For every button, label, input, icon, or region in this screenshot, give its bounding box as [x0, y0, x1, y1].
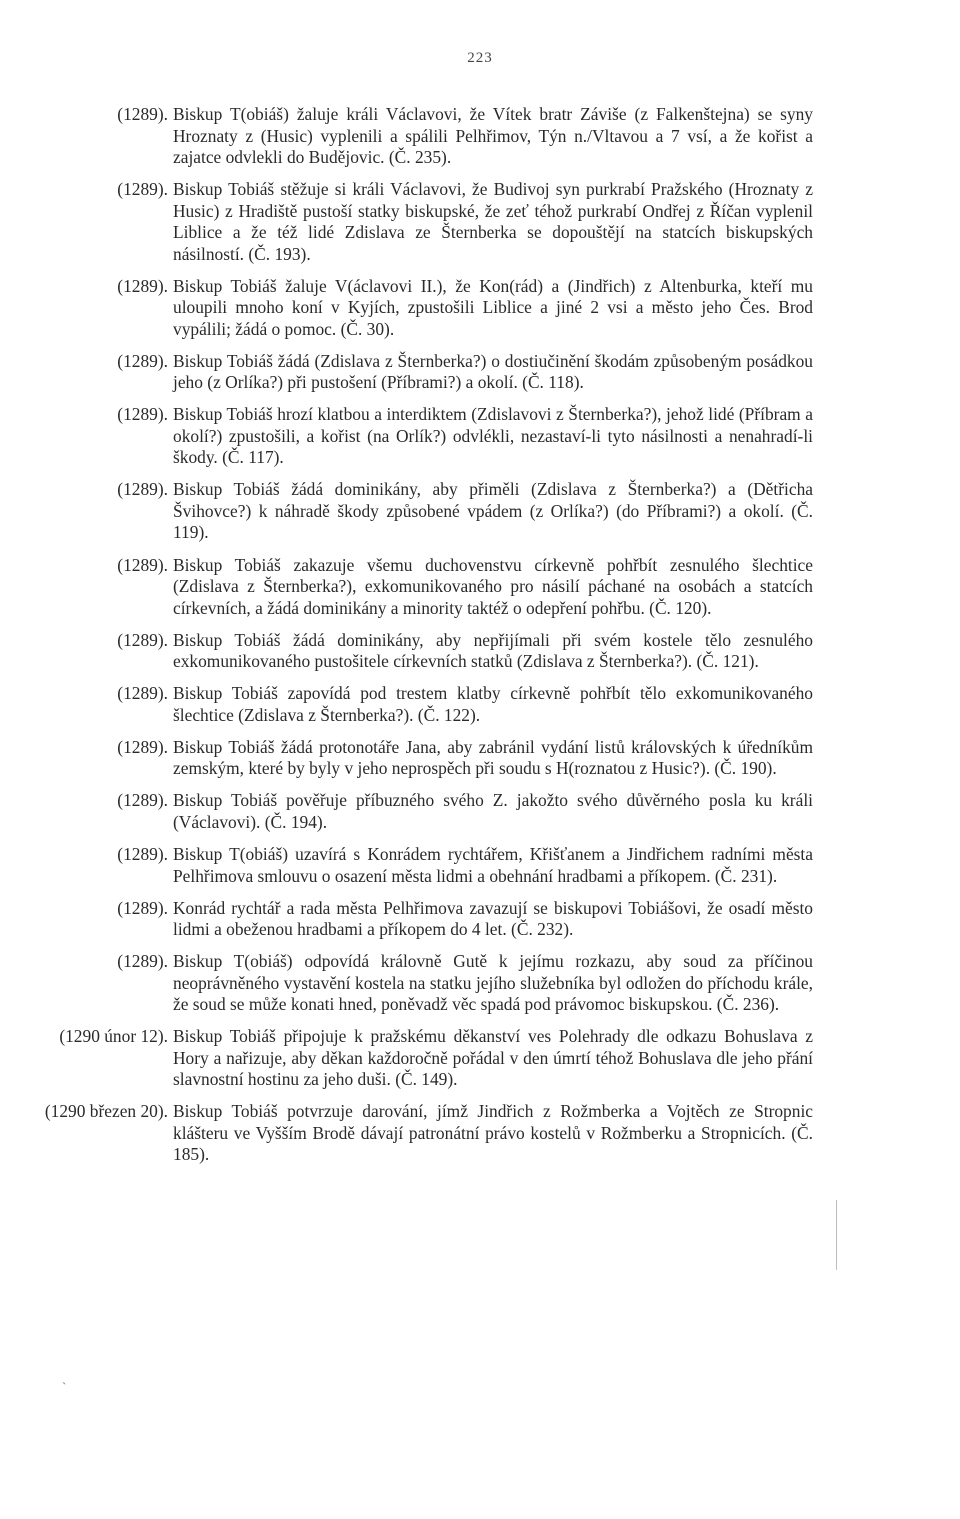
entry-date: (1289). — [117, 844, 168, 865]
entry-date: (1289). — [117, 683, 168, 704]
entry-date: (1289). — [117, 350, 168, 371]
list-item — [0, 683, 960, 726]
entry-date: (1289). — [117, 479, 168, 500]
entry-text: Biskup Tobiáš žaluje V(áclavovi II.), že Kon(rád) a (Jindřich) z Altenburka, kteří mu uloupili mnoho koní v Kyjích, zpustošili Liblice a jiné 2 vsi a město jeho Čes. Brod vypálili; žádá o pomoc. (Č. 30). — [173, 275, 813, 339]
entry-date: (1290 únor 12). — [59, 1026, 168, 1047]
entry-date: (1290 březen 20). — [44, 1101, 168, 1122]
entry-text: Konrád rychtář a rada města Pelhřimova zavazují se biskupovi Tobiášovi, že osadí město lidmi a obeženou hradbami a příkopem do 4 let. (Č. 232). — [173, 897, 813, 940]
entry-date: (1289). — [117, 275, 168, 296]
entry-text: Biskup T(obiáš) uzavírá s Konrádem rychtářem, Křišťanem a Jindřichem radními města Pelhřimova smlouvu o osazení města lidmi a obehnání hradbami a příkopem. (Č. 231). — [173, 844, 813, 886]
list-item — [0, 630, 960, 673]
entry-date: (1289). — [117, 404, 168, 425]
list-item — [0, 737, 960, 780]
list-item — [0, 104, 960, 169]
list-item — [0, 1101, 960, 1166]
entry-date: (1289). — [117, 790, 168, 811]
entry-text: Biskup Tobiáš žádá dominikány, aby přiměli (Zdislava z Šternberka?) a (Dětřicha Švihovce?) k náhradě škody způsobené vpádem (z Orlíka?) (do Příbrami?) a okolí. (Č. 119). — [173, 479, 813, 543]
entry-text: Biskup Tobiáš zakazuje všemu duchovenstvu církevně pohřbít zesnulého šlechtice (Zdislava z Šternberka?), exkomunikovaného pro násilí páchané na osobách a statcích církevních, a žádá dominikány a minority taktéž o odepření pohřbu. (Č. 120). — [173, 554, 813, 618]
list-item — [0, 404, 960, 469]
margin-pencil-line — [836, 1200, 837, 1270]
list-item — [0, 179, 960, 265]
entry-date: (1289). — [117, 897, 168, 918]
margin-mark: ˎ — [62, 1370, 67, 1385]
entry-text: Biskup Tobiáš žádá dominikány, aby nepřijímali při svém kostele tělo zesnulého exkomunikovaného pustošitele církevních statků (Zdislava z Šternberka?). (Č. 121). — [173, 629, 813, 672]
entry-date: (1289). — [117, 736, 168, 757]
entry-text: Biskup Tobiáš stěžuje si králi Václavovi, že Budivoj syn purkrabí Pražského (Hroznaty z Husic) z Hradiště pustoší statky biskupské, že zeť téhož purkrabí Ondřej z Říčan vyplenil Liblice a že též lidé Zdislava ze Šternberka se dopouštějí na statcích biskupských násilností. (Č. 193). — [173, 179, 813, 264]
list-item — [0, 898, 960, 941]
list-item — [0, 276, 960, 341]
entry-text: Biskup Tobiáš připojuje k pražskému děkanství ves Polehrady dle odkazu Bohuslava z Hory a nařizuje, aby děkan každoročně pořádal v den úmrtí téhož Bohuslava dle jeho přání slavnostní hostinu za jeho duši. (Č. 149). — [173, 1026, 813, 1090]
list-item — [0, 790, 960, 833]
entry-text: Biskup T(obiáš) žaluje králi Václavovi, že Vítek bratr Záviše (z Falkenštejna) se syny Hroznaty z (Husic) vyplenili a spálili Pelhřimov, Týn n./Vltavou a 7 vsí, a že kořist a zajatce odvlekli do Budějovic. (Č. 235). — [173, 104, 813, 167]
list-item — [0, 351, 960, 394]
regesta-list — [0, 104, 960, 1177]
entry-text: Biskup T(obiáš) odpovídá královně Gutě k jejímu rozkazu, aby soud za příčinou neoprávněného vystavění kostela na statku jejího služebníka byl odložen do příchodu krále, že soud se může konati hned, poněvadž věc spadá pod právomoc biskupskou. (Č. 236). — [173, 951, 813, 1015]
entry-text: Biskup Tobiáš žádá protonotáře Jana, aby zabránil vydání listů královských k úředníkům zemským, které by byly v jeho neprospěch při soudu s H(roznatou z Husic?). (Č. 190). — [173, 736, 813, 779]
entry-text: Biskup Tobiáš potvrzuje darování, jímž Jindřich z Rožmberka a Vojtěch ze Stropnic klášteru ve Vyšším Brodě dávají patronátní právo kostelů v Rožmberku a Stropnicích. (Č. 185). — [173, 1101, 813, 1165]
list-item — [0, 555, 960, 620]
entry-text: Biskup Tobiáš hrozí klatbou a interdiktem (Zdislavovi z Šternberka?), jehož lidé (Příbram a okolí?) zpustošili, a kořist (na Orlík?) odvlékli, nezastaví-li tyto násilnosti a nenahradí-li škody. (Č. 117). — [173, 404, 813, 468]
list-item — [0, 951, 960, 1016]
list-item — [0, 1026, 960, 1091]
entry-date: (1289). — [117, 951, 168, 972]
entry-date: (1289). — [117, 104, 168, 124]
entry-date: (1289). — [117, 179, 168, 200]
entry-text: Biskup Tobiáš pověřuje příbuzného svého Z. jakožto svého důvěrného posla ku králi (Václavovi). (Č. 194). — [173, 790, 813, 832]
entry-text: Biskup Tobiáš žádá (Zdislava z Šternberka?) o dostiučinění škodám způsobeným posádkou jeho (z Orlíka?) při pustošení (Příbrami?) a okolí. (Č. 118). — [173, 350, 813, 393]
entry-date: (1289). — [117, 554, 168, 575]
list-item — [0, 844, 960, 887]
entry-date: (1289). — [117, 629, 168, 650]
list-item — [0, 479, 960, 544]
entry-text: Biskup Tobiáš zapovídá pod trestem klatby církevně pohřbít tělo exkomunikovaného šlechtice (Zdislava z Šternberka?). (Č. 122). — [173, 683, 813, 725]
page-number: 223 — [467, 50, 493, 66]
